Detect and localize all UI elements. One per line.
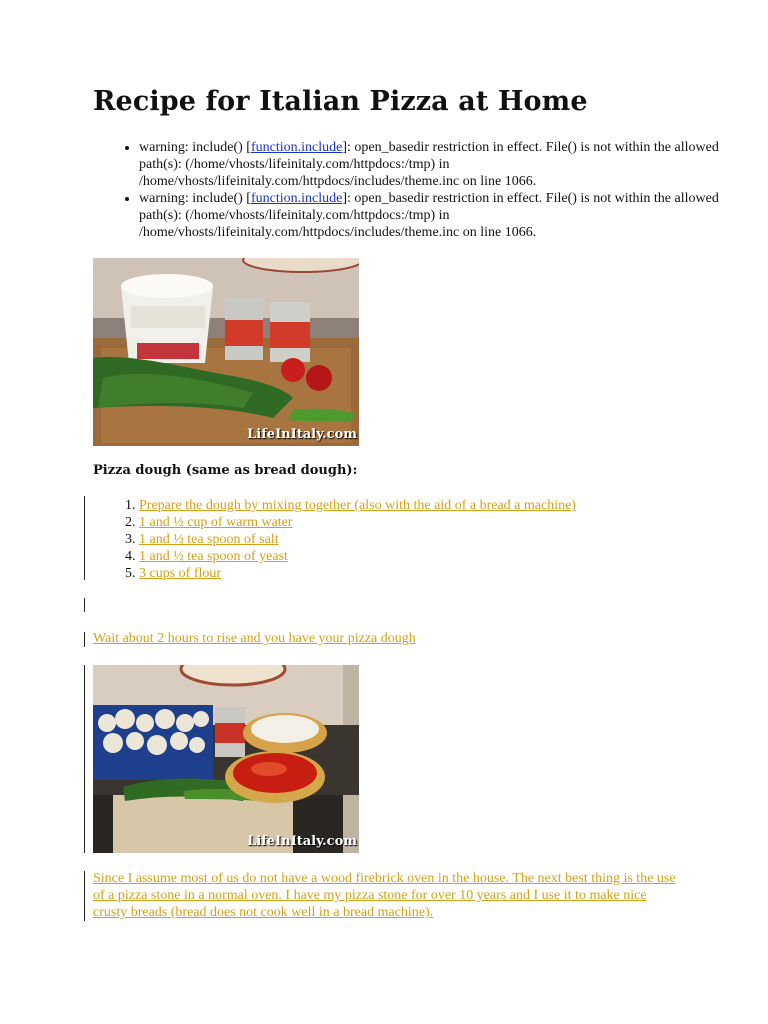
warning-item	[139, 190, 729, 241]
change-bar	[84, 871, 85, 921]
warning-suffix: ]: open_basedir restriction in effect. File() is not within the allowed path(s): (/home/vhosts/lifeinitaly.com/httpdocs:/tmp) in /home/vhosts/lifeinitaly.com/httpdocs/includes/theme.inc on line 1066.	[139, 140, 719, 189]
toppings-photo-image	[93, 665, 359, 853]
photo-watermark: LifeInItaly.com	[247, 427, 357, 442]
warning-suffix: ]: open_basedir restriction in effect. File() is not within the allowed path(s): (/home/vhosts/lifeinitaly.com/httpdocs:/tmp) in /home/vhosts/lifeinitaly.com/httpdocs/includes/theme.inc on line 1066.	[139, 191, 719, 240]
warning-prefix: warning: include() [	[139, 140, 251, 155]
step-link[interactable]: 1 and ½ tea spoon of salt	[139, 532, 279, 547]
ingredients-photo-image	[93, 258, 359, 446]
step-link[interactable]: 3 cups of flour	[139, 566, 222, 581]
warning-list	[93, 139, 729, 241]
step-link[interactable]: 1 and ½ tea spoon of yeast	[139, 549, 288, 564]
ingredients-photo	[93, 258, 359, 446]
page-title: Recipe for Italian Pizza at Home	[93, 86, 588, 117]
dough-steps-list	[93, 497, 576, 582]
photo-watermark: LifeInItaly.com	[247, 834, 357, 849]
step-link[interactable]: 1 and ½ cup of warm water	[139, 515, 293, 530]
pizza-stone-paragraph	[93, 870, 683, 921]
list-item	[139, 531, 576, 548]
list-item	[139, 497, 576, 514]
toppings-photo	[93, 665, 359, 853]
warning-item	[139, 139, 729, 190]
rise-text-link[interactable]: Wait about 2 hours to rise and you have your pizza dough	[93, 631, 416, 646]
step-link[interactable]: Prepare the dough by mixing together (also with the aid of a bread a machine)	[139, 498, 576, 513]
change-bar	[84, 632, 85, 647]
list-item	[139, 514, 576, 531]
list-item	[139, 548, 576, 565]
change-bar	[84, 496, 85, 580]
dough-heading: Pizza dough (same as bread dough):	[93, 463, 358, 478]
list-item	[139, 565, 576, 582]
paragraph-link[interactable]: Since I assume most of us do not have a wood firebrick oven in the house. The next best thing is the use of a pizza stone in a normal oven. I have my pizza stone for over 10 years and I use it to make nice crusty breads (bread does not cook well in a bread machine).	[93, 871, 676, 920]
change-bar	[84, 598, 85, 612]
function-include-link[interactable]: function.include	[250, 140, 343, 155]
function-include-link[interactable]: function.include	[250, 191, 343, 206]
warning-prefix: warning: include() [	[139, 191, 251, 206]
change-bar	[84, 665, 85, 853]
